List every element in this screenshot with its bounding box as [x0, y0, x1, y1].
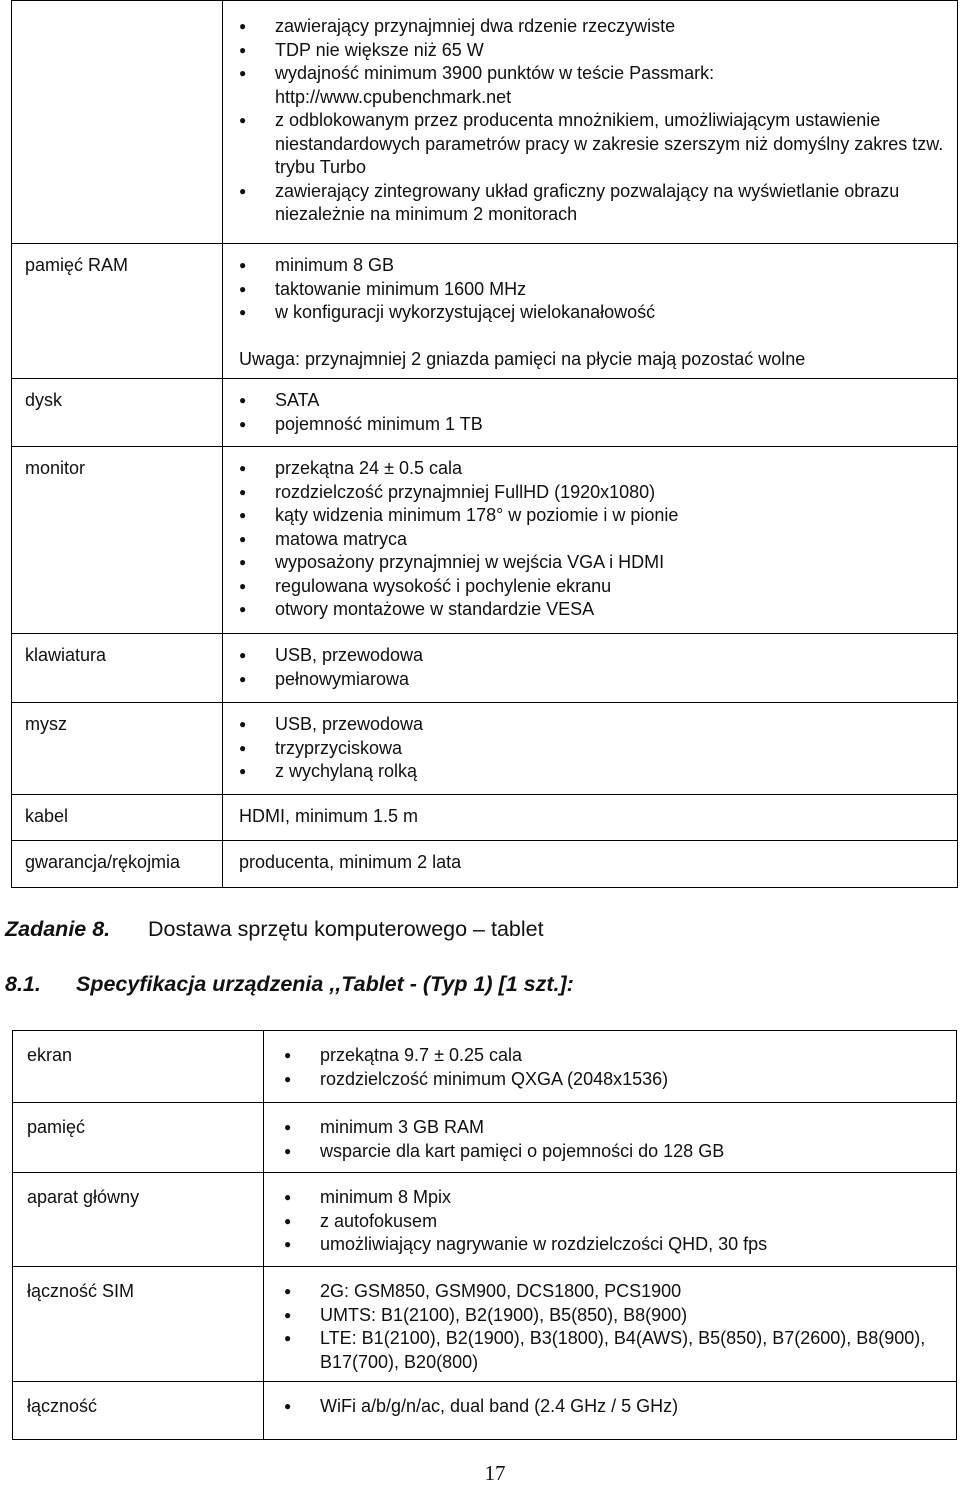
list-item: ● pełnowymiarowa	[239, 668, 951, 692]
list-item: ● kąty widzenia minimum 178° w poziomie i w pionie	[239, 504, 951, 528]
table-row	[13, 1382, 957, 1440]
row-description	[223, 703, 958, 795]
row-description	[223, 841, 958, 888]
row-description	[223, 244, 958, 379]
table-row	[12, 703, 958, 795]
row-label	[12, 1, 223, 244]
bullet-list	[284, 1044, 950, 1091]
row-text: HDMI, minimum 1.5 m	[239, 806, 419, 826]
bullet-list	[284, 1395, 950, 1419]
row-label: ekran	[13, 1031, 264, 1103]
list-item: ● WiFi a/b/g/n/ac, dual band (2.4 GHz / 5 GHz)	[284, 1395, 950, 1419]
list-item: ● trzyprzyciskowa	[239, 737, 951, 761]
table-row	[12, 447, 958, 634]
list-item: ● minimum 8 GB	[239, 254, 951, 278]
row-label: mysz	[12, 703, 223, 795]
list-item: ● wsparcie dla kart pamięci o pojemności do 128 GB	[284, 1140, 950, 1164]
row-label: klawiatura	[12, 634, 223, 703]
table-row	[13, 1031, 957, 1103]
spec-heading	[5, 972, 574, 997]
list-item: ● z wychylaną rolką	[239, 760, 951, 784]
bullet-list	[239, 254, 951, 325]
bullet-list	[284, 1116, 950, 1163]
row-description	[223, 1, 958, 244]
row-label: dysk	[12, 379, 223, 447]
list-item: ● z autofokusem	[284, 1210, 950, 1234]
task-number: Zadanie 8.	[5, 917, 111, 941]
list-item: ● z odblokowanym przez producenta mnożnikiem, umożliwiającym ustawienie niestandardowych parametrów pracy w zakresie szerszym niż domyślny zakres tzw. trybu Turbo	[239, 109, 951, 180]
list-item: ● USB, przewodowa	[239, 644, 951, 668]
table-row	[12, 244, 958, 379]
list-item: ● przekątna 9.7 ± 0.25 cala	[284, 1044, 950, 1068]
list-item: ● taktowanie minimum 1600 MHz	[239, 278, 951, 302]
row-description	[264, 1031, 957, 1103]
row-label: łączność	[13, 1382, 264, 1440]
list-item: ● rozdzielczość przynajmniej FullHD (1920x1080)	[239, 481, 951, 505]
row-description	[264, 1173, 957, 1267]
ram-note: Uwaga: przynajmniej 2 gniazda pamięci na płycie mają pozostać wolne	[239, 348, 806, 369]
list-item: ● pojemność minimum 1 TB	[239, 413, 951, 437]
row-label: monitor	[12, 447, 223, 634]
list-item: ● zawierający przynajmniej dwa rdzenie rzeczywiste	[239, 15, 951, 39]
table-row	[13, 1173, 957, 1267]
tablet-spec-table	[12, 1030, 957, 1440]
row-description	[223, 447, 958, 634]
list-item: ● UMTS: B1(2100), B2(1900), B5(850), B8(900)	[284, 1304, 950, 1328]
table-row	[12, 841, 958, 888]
bullet-list	[239, 713, 951, 784]
list-item: ● SATA	[239, 389, 951, 413]
bullet-list	[239, 457, 951, 622]
list-item: ● USB, przewodowa	[239, 713, 951, 737]
row-description	[223, 634, 958, 703]
page-number: 17	[484, 1461, 506, 1485]
row-text: producenta, minimum 2 lata	[239, 852, 462, 872]
list-item: ● wyposażony przynajmniej w wejścia VGA i HDMI	[239, 551, 951, 575]
list-item: ● zawierający zintegrowany układ graficzny pozwalający na wyświetlanie obrazu niezależnie na minimum 2 monitorach	[239, 180, 951, 227]
table-row	[13, 1103, 957, 1173]
list-item: ● przekątna 24 ± 0.5 cala	[239, 457, 951, 481]
bullet-list	[239, 389, 951, 436]
table-row	[12, 795, 958, 841]
list-item: ● regulowana wysokość i pochylenie ekranu	[239, 575, 951, 599]
row-description	[264, 1267, 957, 1382]
list-item: ● wydajność minimum 3900 punktów w teście Passmark: http://www.cpubenchmark.net	[239, 62, 951, 109]
spec-number: 8.1.	[5, 972, 41, 996]
row-label: łączność SIM	[13, 1267, 264, 1382]
list-item: ● LTE: B1(2100), B2(1900), B3(1800), B4(AWS), B5(850), B7(2600), B8(900), B17(700), B20(800)	[284, 1327, 950, 1374]
bullet-list	[239, 15, 951, 227]
bullet-list	[284, 1280, 950, 1374]
computer-spec-table	[11, 0, 958, 888]
row-label: pamięć RAM	[12, 244, 223, 379]
list-item: ● otwory montażowe w standardzie VESA	[239, 598, 951, 622]
list-item: ● TDP nie większe niż 65 W	[239, 39, 951, 63]
list-item: ● minimum 3 GB RAM	[284, 1116, 950, 1140]
row-description	[264, 1103, 957, 1173]
list-item: ● 2G: GSM850, GSM900, DCS1800, PCS1900	[284, 1280, 950, 1304]
list-item: ● umożliwiający nagrywanie w rozdzielczości QHD, 30 fps	[284, 1233, 950, 1257]
row-description	[264, 1382, 957, 1440]
row-label: kabel	[12, 795, 223, 841]
row-description	[223, 379, 958, 447]
table-row	[12, 1, 958, 244]
task-title: Dostawa sprzętu komputerowego – tablet	[148, 917, 544, 941]
table-row	[12, 379, 958, 447]
list-item: ● minimum 8 Mpix	[284, 1186, 950, 1210]
task-heading	[5, 917, 544, 942]
row-label: pamięć	[13, 1103, 264, 1173]
row-description	[223, 795, 958, 841]
bullet-list	[239, 644, 951, 691]
table-row	[12, 634, 958, 703]
list-item: ● matowa matryca	[239, 528, 951, 552]
table-row	[13, 1267, 957, 1382]
list-item: ● rozdzielczość minimum QXGA (2048x1536)	[284, 1068, 950, 1092]
row-label: gwarancja/rękojmia	[12, 841, 223, 888]
list-item: ● w konfiguracji wykorzystującej wielokanałowość	[239, 301, 951, 325]
row-label: aparat główny	[13, 1173, 264, 1267]
spec-title: Specyfikacja urządzenia ,,Tablet - (Typ 1) [1 szt.]:	[76, 972, 574, 996]
bullet-list	[284, 1186, 950, 1257]
